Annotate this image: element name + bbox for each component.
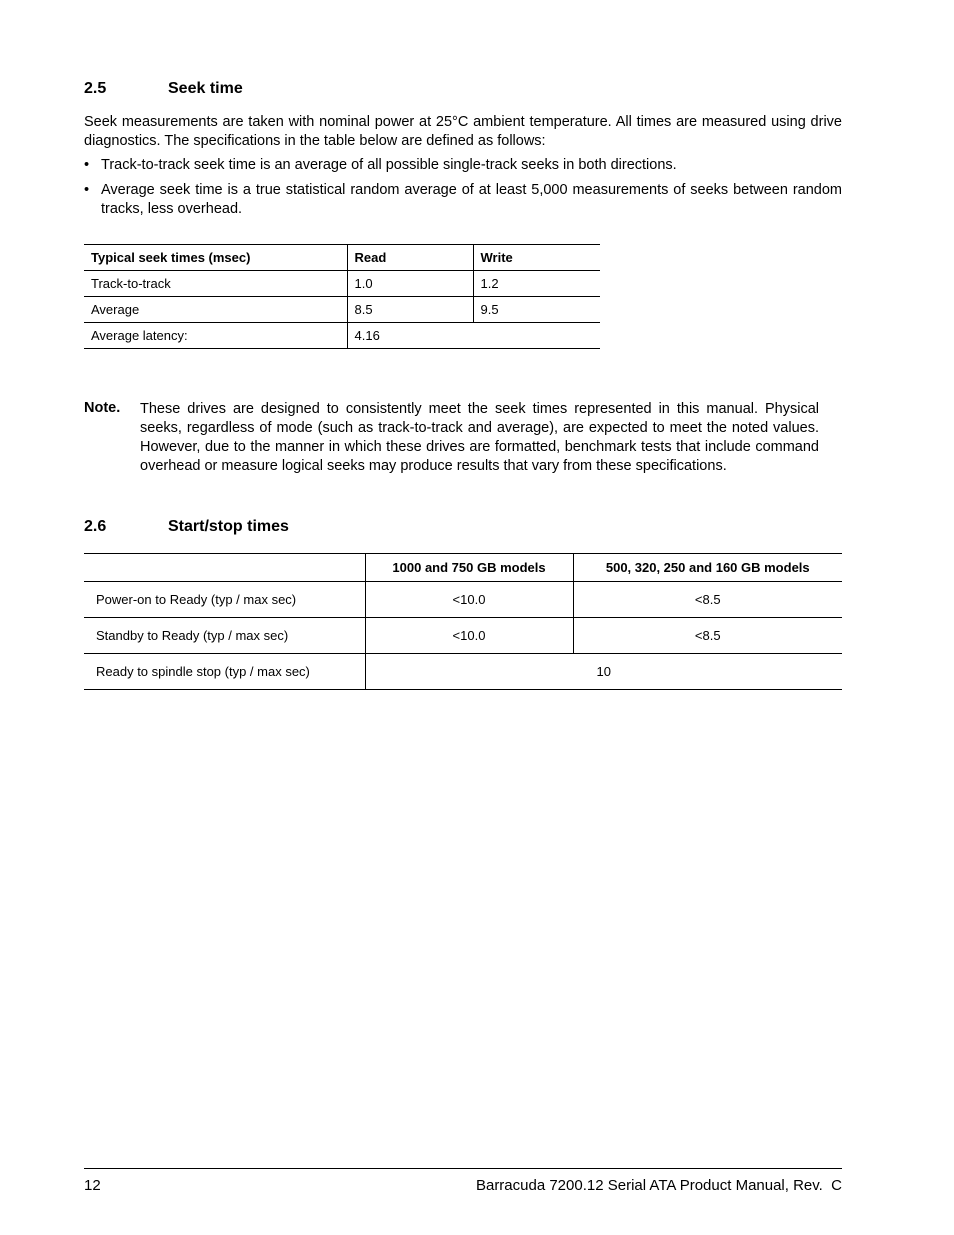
table-cell: Track-to-track: [91, 276, 171, 291]
column-header: 500, 320, 250 and 160 GB models: [573, 554, 842, 582]
table-cell: <10.0: [365, 582, 573, 618]
column-header: [84, 554, 365, 582]
table-cell: <8.5: [573, 618, 842, 654]
section-title: Start/stop times: [168, 518, 289, 535]
table-cell: Average: [91, 302, 140, 317]
table-cell: 4.16: [347, 323, 600, 349]
table-cell: <8.5: [573, 582, 842, 618]
table-cell: 1.2: [473, 271, 600, 297]
document-title: Barracuda 7200.12 Serial ATA Product Manual, Rev. C: [475, 1177, 842, 1194]
table-header-row: [84, 554, 842, 582]
table-row: [84, 271, 600, 297]
table-header-row: [84, 245, 600, 271]
table-row: [84, 582, 842, 618]
table-cell: Ready to spindle stop (typ / max sec): [96, 664, 310, 679]
table-cell: Average latency:: [91, 328, 188, 343]
seek-times-table: [84, 244, 600, 349]
bullet-text: Average seek time is a true statistical random average of at least 5,000 measurements of seeks between random tracks, less overhead.: [101, 182, 842, 217]
start-stop-table: [84, 553, 842, 690]
table-cell: Standby to Ready (typ / max sec): [96, 628, 289, 643]
section-number: 2.5: [84, 80, 107, 97]
table-cell: 1.0: [347, 271, 473, 297]
column-header: Write: [473, 245, 600, 271]
note-text: These drives are designed to consistently meet the seek times represented in this manual. Physical seeks, regardless of mode (such as track-to-track and average), are expected to meet the noted values. However, due to the manner in which these drives are formatted, benchmark tests that include command overhead or measure logical seeks may produce results that vary from these specifications.: [140, 401, 819, 474]
table-cell: 8.5: [347, 297, 473, 323]
intro-paragraph: Seek measurements are taken with nominal power at 25°C ambient temperature. All times are measured using drive diagnostics. The specifications in the table below are defined as follows:: [84, 114, 842, 149]
table-cell: Power-on to Ready (typ / max sec): [96, 592, 297, 607]
table-cell: 10: [365, 654, 842, 690]
note-label: Note.: [84, 400, 121, 416]
column-header: Read: [347, 245, 473, 271]
page-number: 12: [84, 1177, 101, 1194]
footer-divider: [84, 1168, 842, 1169]
table-row: [84, 323, 600, 349]
bullet-text: Track-to-track seek time is an average of all possible single-track seeks in both directions.: [101, 157, 677, 173]
bullet-symbol: •: [84, 182, 90, 198]
list-item: [84, 181, 842, 221]
table-row: [84, 654, 842, 690]
column-header: 1000 and 750 GB models: [365, 554, 573, 582]
section-title: Seek time: [168, 80, 243, 97]
table-row: [84, 618, 842, 654]
bullet-symbol: •: [84, 157, 90, 173]
table-cell: <10.0: [365, 618, 573, 654]
table-row: [84, 297, 600, 323]
table-cell: 9.5: [473, 297, 600, 323]
list-item: [84, 156, 842, 176]
section-number: 2.6: [84, 518, 107, 535]
column-header: Typical seek times (msec): [91, 250, 251, 265]
